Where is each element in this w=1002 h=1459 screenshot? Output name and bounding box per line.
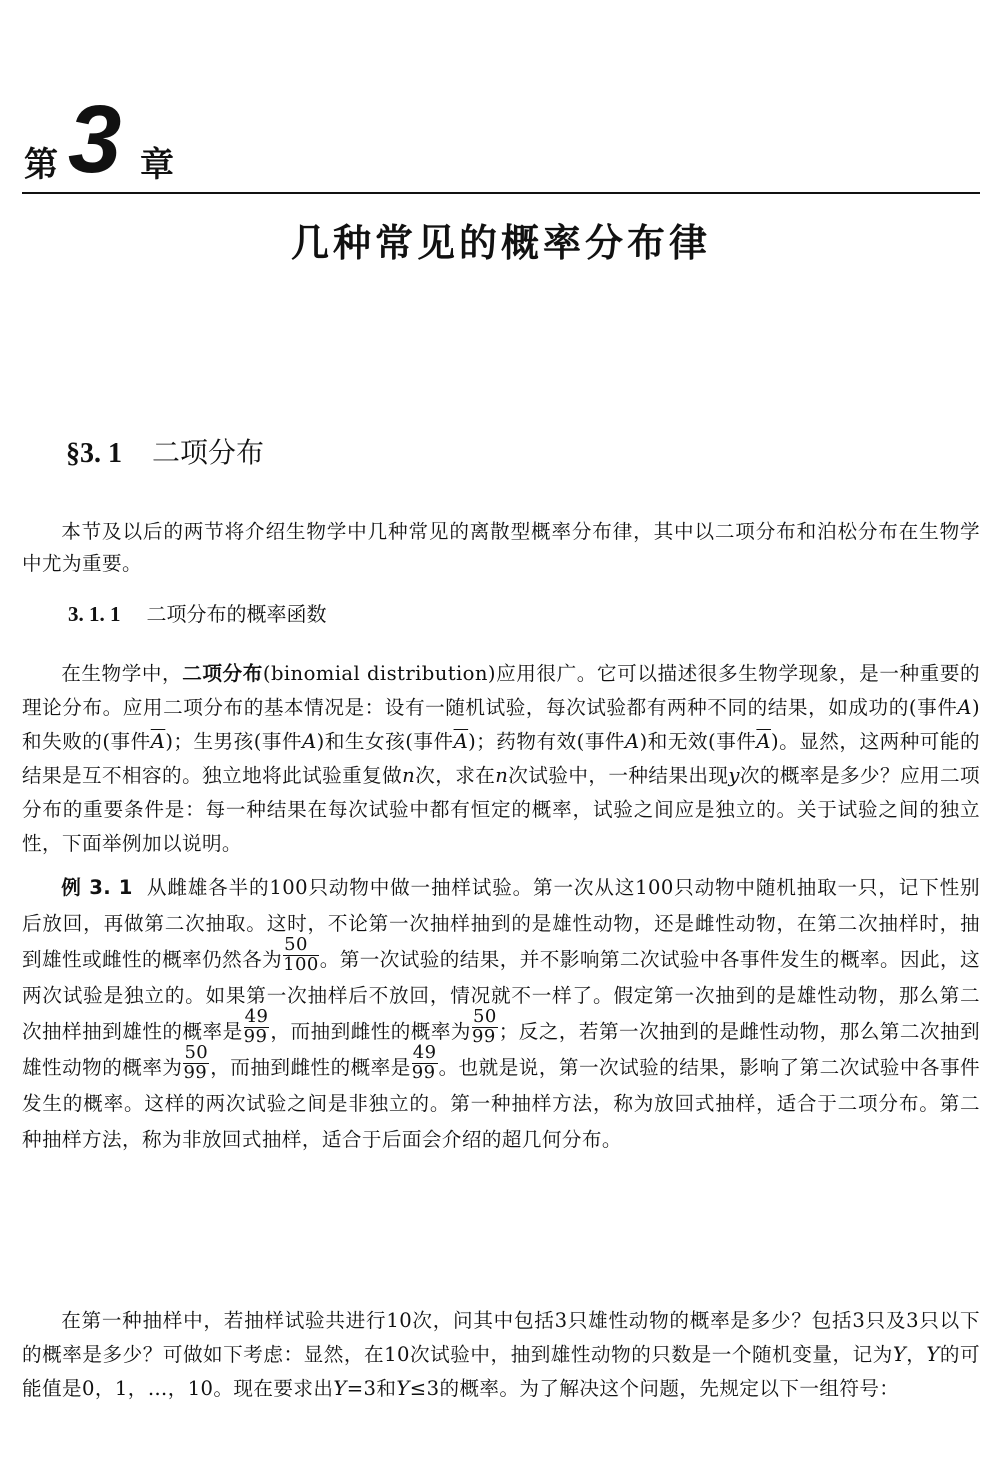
text-run: 在第一种抽样中，若抽样试验共进行10次，问其中包括3只雄性动物的概率是多少？包括3只及3只以下的概率是多少？可做如下考虑：显然，在10次试验中，抽到雄性动物的只数是一个随机变量，记为: [22, 1309, 980, 1366]
text-run: 的可能值是0，1，…，10。现在要求出: [22, 1343, 981, 1400]
var-A: A: [302, 730, 317, 753]
chapter-prefix: 第: [24, 145, 58, 185]
section-title: 二项分布: [152, 436, 265, 469]
text-run: 次试验中，一种结果出现: [508, 764, 729, 787]
fraction-numerator: 50: [472, 1006, 497, 1028]
fraction: [472, 1008, 498, 1047]
fraction-numerator: 49: [412, 1042, 437, 1064]
example-label: 例 3. 1: [61, 876, 133, 899]
example-paragraph: [22, 870, 980, 1158]
fraction-denominator: 100: [283, 954, 319, 975]
text-run: )；生男孩(事件: [165, 730, 303, 753]
subsection-heading: [68, 604, 327, 625]
text-run: 次的概率是多少？应用二项分布的重要条件是：每一种结果在每次试验中都有恒定的概率，试验之间应是独立的。关于试验之间的独立性，下面举例加以说明。: [22, 764, 980, 855]
subsection-number: 3. 1. 1: [68, 602, 121, 626]
text-run: )和无效(事件: [639, 730, 757, 753]
text-run: ，: [906, 1343, 927, 1366]
fraction: [244, 1008, 270, 1047]
fraction-numerator: 50: [184, 1042, 209, 1064]
fraction-denominator: 99: [243, 1026, 268, 1047]
fraction: [283, 936, 319, 975]
text-run: 次，求在: [415, 764, 496, 787]
fraction-denominator: 99: [183, 1062, 208, 1083]
section-number: §3. 1: [66, 438, 122, 469]
var-Y: Y: [396, 1377, 410, 1400]
var-n: n: [495, 764, 509, 787]
var-A-bar: $\overline{A}$: [756, 730, 771, 753]
text-run: )和失败的(事件: [22, 696, 980, 753]
var-Y: Y: [892, 1343, 907, 1366]
text-run: 。第一次试验的结果，并不影响第二次试验中各事件发生的概率。因此，这两次试验是独立的。如果第一次抽样后不放回，情况就不一样了。假定第一次抽到的是雄性动物，那么第二次抽样抽到雄性的概率是: [22, 948, 980, 1043]
var-A: A: [957, 696, 972, 719]
text-run: ，而抽到雌性的概率为: [270, 1020, 471, 1043]
intro-paragraph: 本节及以后的两节将介绍生物学中几种常见的离散型概率分布律，其中以二项分布和泊松分布在生物学中尤为重要。: [22, 520, 980, 575]
fraction-numerator: 49: [244, 1006, 269, 1028]
text-run: (binomial distribution)应用很广。它可以描述很多生物学现象，是一种重要的理论分布。应用二项分布的基本情况是：设有一随机试验，每次试验都有两种不同的结果，如成功的(事件: [22, 662, 980, 719]
text-run: )；药物有效(事件: [468, 730, 626, 753]
text-run: =3和: [346, 1377, 397, 1400]
chapter-heading: [22, 86, 980, 194]
fraction-denominator: 99: [411, 1062, 436, 1083]
fraction: [183, 1044, 209, 1083]
var-Y: Y: [333, 1377, 347, 1400]
section-heading: [66, 438, 264, 468]
var-A-bar: $\overline{A}$: [453, 730, 469, 753]
sampling-paragraph: [22, 1304, 980, 1406]
text-run: ≤3的概率。为了解决这个问题，先规定以下一组符号：: [409, 1377, 900, 1400]
text-run: ，而抽到雌性的概率是: [210, 1056, 411, 1079]
text-run: 。也就是说，第一次试验的结果，影响了第二次试验中各事件发生的概率。这样的两次试验之间是非独立的。第一种抽样方法，称为放回式抽样，适合于二项分布。第二种抽样方法，称为非放回式抽样，适合于后面会介绍的超几何分布。: [22, 1056, 981, 1151]
text-run: )和生女孩(事件: [316, 730, 454, 753]
chapter-number: 3: [68, 86, 120, 193]
binomial-definition-paragraph: [22, 657, 980, 861]
var-y: y: [728, 764, 740, 787]
term-binomial: 二项分布: [182, 662, 263, 685]
var-n: n: [402, 764, 416, 787]
var-Y: Y: [926, 1343, 940, 1366]
var-A-bar: $\overline{A}$: [150, 730, 166, 753]
chapter-suffix: 章: [140, 145, 174, 185]
var-A: A: [625, 730, 640, 753]
text-run: 从雌雄各半的100只动物中做一抽样试验。第一次从这100只动物中随机抽取一只，记下性别后放回，再做第二次抽取。这时，不论第一次抽样抽到的是雄性动物，还是雌性动物，在第二次抽样时，抽到雄性或雌性的概率仍然各为: [22, 876, 980, 971]
subsection-title: 二项分布的概率函数: [146, 602, 327, 626]
text-run: ；反之，若第一次抽到的是雌性动物，那么第二次抽到雄性动物的概率为: [22, 1020, 980, 1079]
fraction-numerator: 50: [283, 936, 319, 956]
fraction: [412, 1044, 438, 1083]
text-run: )。显然，这两种可能的结果是互不相容的。独立地将此试验重复做: [22, 730, 980, 787]
chapter-title: 几种常见的概率分布律: [290, 220, 711, 265]
text-run: 在生物学中，: [61, 662, 183, 685]
fraction-denominator: 99: [471, 1026, 496, 1047]
